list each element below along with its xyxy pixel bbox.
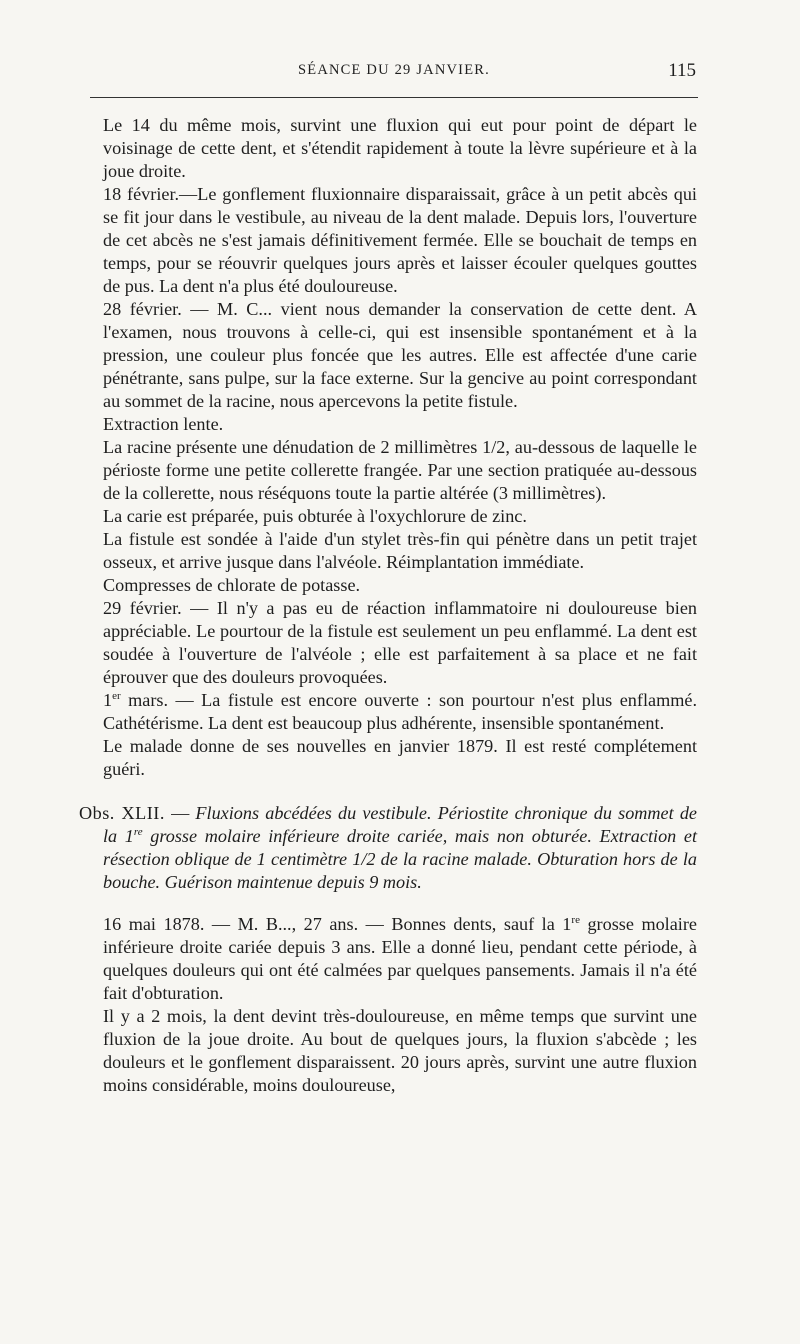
case-text-part1: 16 mai 1878. — M. B..., 27 ans. — Bonnes dents, sauf la 1 — [103, 914, 572, 934]
paragraph-extraction: Extraction lente. — [103, 414, 224, 434]
observation-superscript: re — [133, 825, 143, 838]
paragraph-compresses: Compresses de chlorate de potasse. — [103, 575, 361, 595]
header-title: SÉANCE DU 29 JANVIER. — [298, 62, 490, 78]
spacer — [103, 894, 697, 913]
paragraph-fluxion: Le 14 du même mois, survint une fluxion qui eut pour point de départ le voisinage de cette dent, et s'étendit rapidement à toute la lèvre supérieure et à la joue droite. — [103, 115, 697, 181]
paragraph-28-fevrier: 28 février. — M. C... vient nous demander la conservation de cette dent. A l'examen, nous trouvons à celle-ci, qui est insensible spontanément et à la pression, une couleur plus foncée que les autres. Elle est affectée d'une carie pénétrante, sans pulpe, sur la face externe. Sur la gencive au point correspondant au sommet de la racine, nous apercevons la petite fistule. — [103, 299, 697, 411]
observation-dash: — — [164, 803, 196, 823]
running-header — [90, 58, 698, 88]
observation-heading — [79, 802, 697, 894]
page-number: 115 — [668, 60, 696, 81]
paragraph-racine: La racine présente une dénudation de 2 millimètres 1/2, au-dessous de laquelle le périoste forme une petite collerette frangée. Par une section pratiquée au-dessous de la collerette, nous réséquons toute la partie altérée (3 millimètres). — [103, 437, 697, 503]
paragraph-closing: Le malade donne de ses nouvelles en janvier 1879. Il est resté complétement guéri. — [103, 736, 697, 779]
paragraph-carie: La carie est préparée, puis obturée à l'oxychlorure de zinc. — [103, 506, 527, 526]
paragraph-29-fevrier: 29 février. — Il n'y a pas eu de réaction inflammatoire ni douloureuse bien appréciable. Le pourtour de la fistule est seulement un peu enflammé. La dent est soudée à l'ouverture de l'alvéole ; elle est parfaitement à sa place et ne fait éprouver que des douleurs provoquées. — [103, 598, 697, 687]
mars-day: 1 — [103, 690, 113, 710]
paragraph-1er-mars — [103, 689, 697, 735]
body-text — [79, 114, 698, 1097]
paragraph-18-fevrier: 18 février.—Le gonflement fluxionnaire disparaissait, grâce à un petit abcès qui se fit jour dans le vestibule, au niveau de la dent malade. Depuis lors, l'ouverture de cet abcès ne s'est jamais définitivement fermée. Elle se bouchait de temps en temps, pour se réouvrir quelques jours après et laisser écouler quelques gouttes de pus. La dent n'a plus été douloureuse. — [103, 184, 697, 296]
observation-title-part2: grosse molaire inférieure droite cariée, mais non obturée. Extraction et résection oblique de 1 centimètre 1/2 de la racine malade. Obturation hors de la bouche. Guérison maintenue depuis 9 mois. — [103, 826, 697, 892]
mars-superscript: er — [112, 689, 121, 702]
header-rule — [90, 97, 698, 98]
paragraph-16-mai — [103, 913, 697, 1005]
case-text-part2: grosse molaire inférieure droite cariée depuis 3 ans. Elle a donné lieu, pendant cette période, à quelques douleurs qui ont été calmées par quelques pansements. Jamais il n'a été fait d'obturation. — [103, 914, 697, 1003]
case-superscript: re — [571, 913, 580, 926]
paragraph-fistule: La fistule est sondée à l'aide d'un stylet très-fin qui pénètre dans un petit trajet osseux, et arrive jusque dans l'alvéole. Réimplantation immédiate. — [103, 529, 697, 572]
paragraph-2-mois: Il y a 2 mois, la dent devint très-douloureuse, en même temps que survint une fluxion de la joue droite. Au bout de quelques jours, la fluxion s'abcède ; les douleurs et le gonflement disparaissent. 20 jours après, survint une autre fluxion moins considérable, moins douloureuse, — [103, 1006, 697, 1095]
observation-title-part1: Fluxions abcédées du vestibule. Périostite chronique du sommet de la 1 — [103, 803, 698, 846]
spacer — [103, 781, 697, 802]
observation-label: Obs. XLII. — [79, 803, 165, 823]
mars-text: mars. — La fistule est encore ouverte : son pourtour n'est plus enflammé. Cathétérisme. La dent est beaucoup plus adhérente, insensible spontanément. — [103, 690, 697, 733]
